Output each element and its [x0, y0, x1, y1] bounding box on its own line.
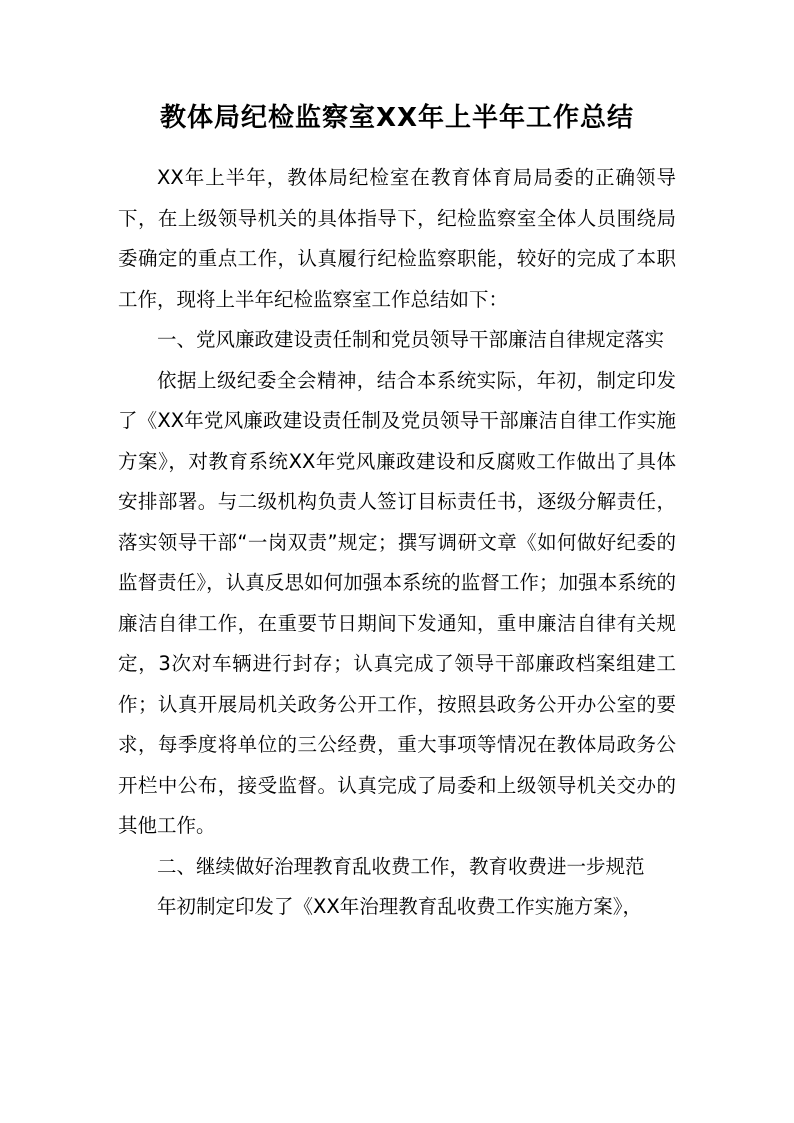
intro-paragraph: XX年上半年，教体局纪检室在教育体育局局委的正确领导下，在上级领导机关的具体指导下，纪检监察室全体人员围绕局委确定的重点工作，认真履行纪检监察职能，较好的完成了本职工作，现将上半年纪检监察室工作总结如下：: [118, 166, 676, 311]
section-heading-1: 一、党风廉政建设责任制和党员领导干部廉洁自律规定落实: [157, 328, 665, 351]
section-2-paragraph: 年初制定印发了《XX年治理教育乱收费工作实施方案》，: [157, 895, 642, 918]
document-title: 教体局纪检监察室XX年上半年工作总结: [159, 103, 635, 133]
section-1-paragraph: 依据上级纪委全会精神，结合本系统实际，年初，制定印发了《XX年党风廉政建设责任制及党员领导干部廉洁自律工作实施方案》，对教育系统XX年党风廉政建设和反腐败工作做出了具体安排部署。与二级机构负责人签订目标责任书，逐级分解责任，落实领导干部“一岗双责”规定；撰写调研文章《如何做好纪委的监督责任》，认真反思如何加强本系统的监督工作；加强本系统的廉洁自律工作，在重要节日期间下发通知，重申廉洁自律有关规定，3次对车辆进行封存；认真完成了领导干部廉政档案组建工作；认真开展局机关政务公开工作，按照县政务公开办公室的要求，每季度将单位的三公经费，重大事项等情况在教体局政务公开栏中公布，接受监督。认真完成了局委和上级领导机关交办的其他工作。: [118, 368, 676, 837]
section-heading-2: 二、继续做好治理教育乱收费工作，教育收费进一步规范: [157, 854, 645, 878]
